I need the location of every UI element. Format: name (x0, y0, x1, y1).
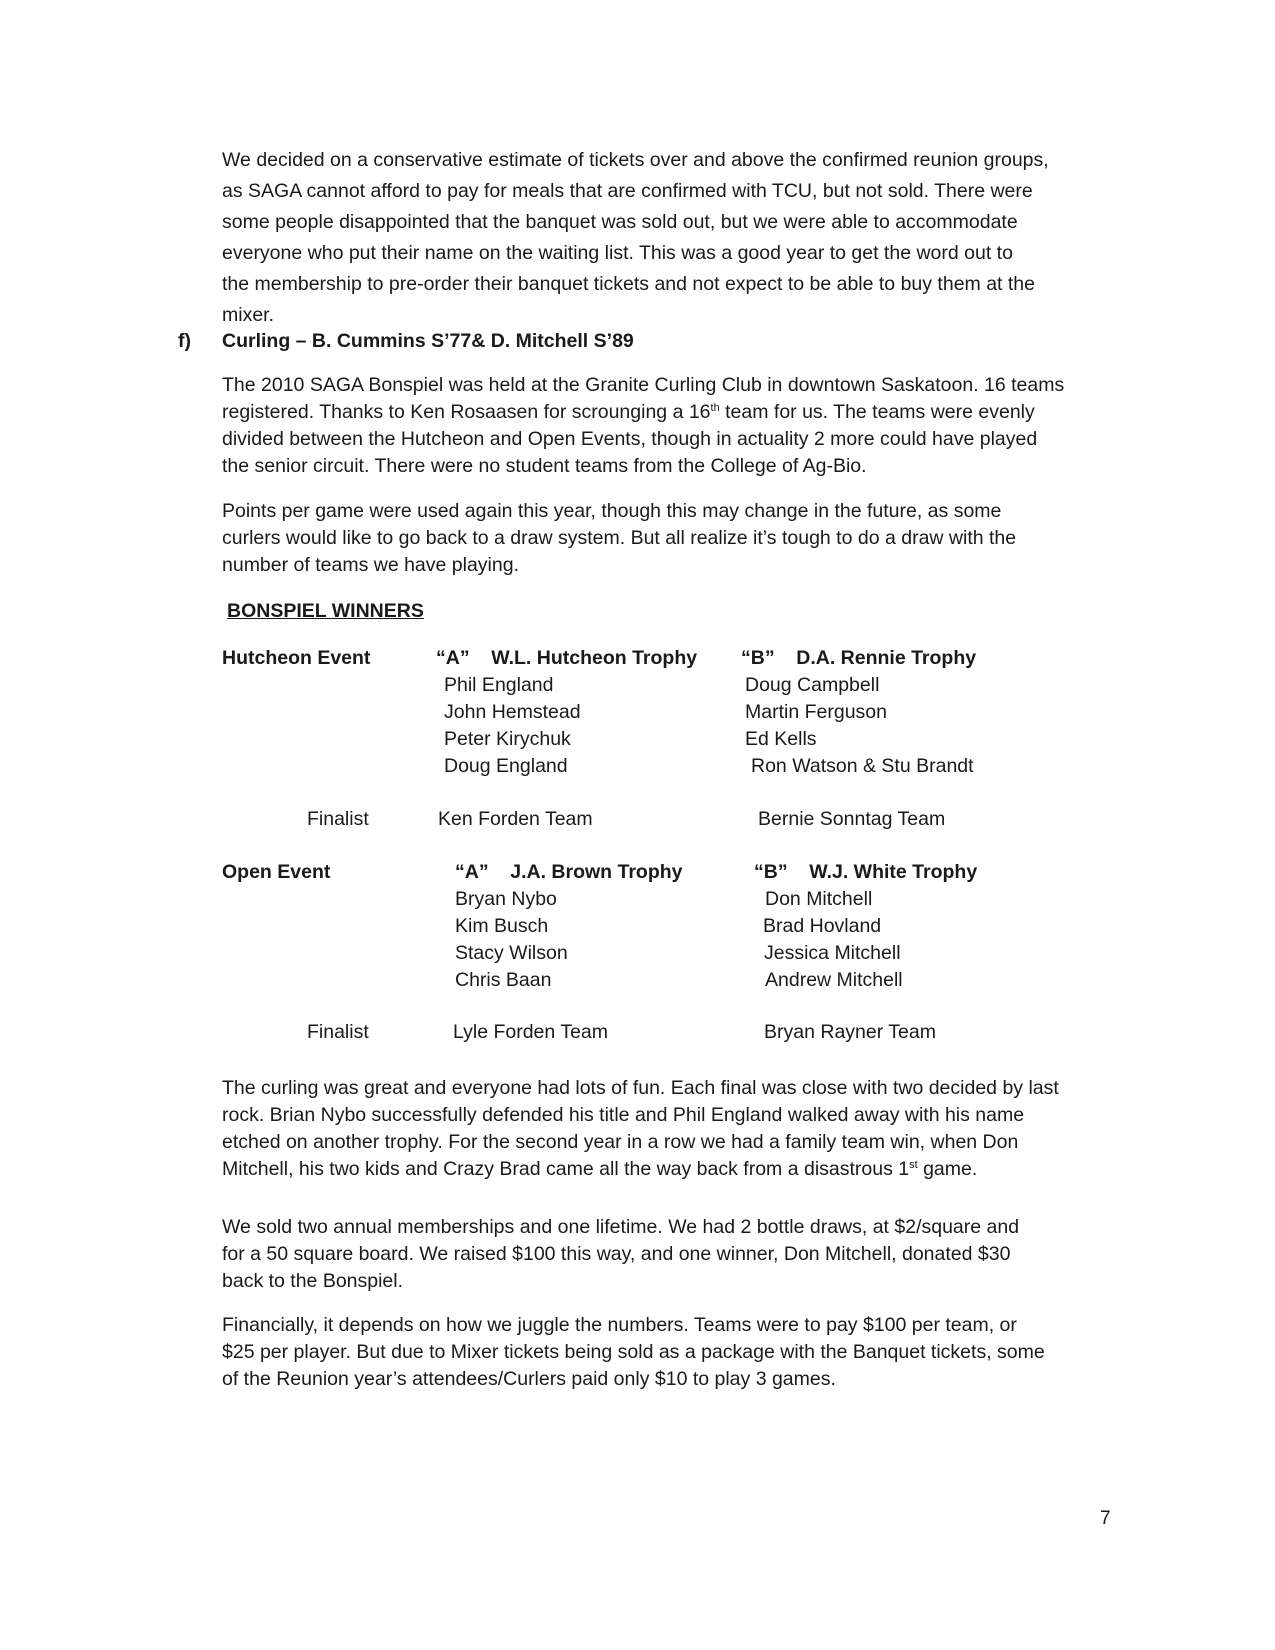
hutcheon-b-player: Ron Watson & Stu Brandt (751, 755, 974, 777)
points-paragraph (222, 498, 1122, 579)
text-line: Points per game were used again this year, though this may change in the future, as some (222, 500, 1002, 522)
hutcheon-a-player: Phil England (444, 674, 554, 696)
hutcheon-a-player: Peter Kirychuk (444, 728, 571, 750)
text-line (222, 1156, 1122, 1183)
text-line: We sold two annual memberships and one lifetime. We had 2 bottle draws, at $2/square and (222, 1216, 1020, 1238)
open-a-player: Stacy Wilson (455, 942, 568, 964)
hutcheon-a-trophy: “A” W.L. Hutcheon Trophy (436, 647, 698, 669)
hutcheon-b-player: Martin Ferguson (745, 701, 887, 723)
ordinal-suffix: st (909, 1159, 918, 1171)
open-b-trophy: “B” W.J. White Trophy (754, 861, 978, 883)
text-line: rock. Brian Nybo successfully defended his title and Phil England walked away with his name (222, 1104, 1025, 1126)
section-marker: f) (178, 330, 191, 352)
open-b-player: Brad Hovland (763, 915, 882, 937)
text-line: back to the Bonspiel. (222, 1270, 404, 1292)
text-line: some people disappointed that the banquet was sold out, but we were able to accommodate (222, 211, 1018, 233)
text-line: number of teams we have playing. (222, 554, 519, 576)
hutcheon-b-finalist: Bernie Sonntag Team (758, 808, 946, 830)
text-line (222, 399, 1122, 426)
open-b-player: Don Mitchell (765, 888, 873, 910)
financial-paragraph (222, 1312, 1122, 1393)
open-a-player: Bryan Nybo (455, 888, 557, 910)
memberships-paragraph (222, 1214, 1122, 1295)
text-line: etched on another trophy. For the second year in a row we had a family team win, when Don (222, 1131, 1019, 1153)
page-number: 7 (1100, 1508, 1111, 1529)
section-heading: Curling – B. Cummins S’77& D. Mitchell S’89 (222, 330, 634, 352)
text-span: Mitchell, his two kids and Crazy Brad came all the way back from a disastrous 1 (222, 1158, 910, 1180)
text-line: the senior circuit. There were no student teams from the College of Ag-Bio. (222, 455, 867, 477)
hutcheon-event-label: Hutcheon Event (222, 647, 371, 669)
curling-summary-paragraph (222, 1075, 1122, 1183)
open-finalist-label: Finalist (307, 1021, 369, 1043)
hutcheon-a-finalist: Ken Forden Team (438, 808, 593, 830)
text-line: divided between the Hutcheon and Open Events, though in actuality 2 more could have played (222, 428, 1038, 450)
text-line: for a 50 square board. We raised $100 this way, and one winner, Don Mitchell, donated $30 (222, 1243, 1011, 1265)
winners-heading: BONSPIEL WINNERS (227, 600, 424, 622)
open-a-player: Kim Busch (455, 915, 549, 937)
text-line: everyone who put their name on the waiting list. This was a good year to get the word out to (222, 242, 1013, 264)
hutcheon-b-player: Ed Kells (745, 728, 817, 750)
text-line: We decided on a conservative estimate of tickets over and above the confirmed reunion groups, (222, 149, 1049, 171)
hutcheon-finalist-label: Finalist (307, 808, 369, 830)
hutcheon-b-player: Doug Campbell (745, 674, 880, 696)
text-line: Financially, it depends on how we juggle the numbers. Teams were to pay $100 per team, or (222, 1314, 1017, 1336)
text-line: as SAGA cannot afford to pay for meals that are confirmed with TCU, but not sold. There were (222, 180, 1033, 202)
intro-paragraph (222, 145, 1122, 331)
open-b-player: Andrew Mitchell (765, 969, 903, 991)
open-event-label: Open Event (222, 861, 331, 883)
hutcheon-a-player: John Hemstead (444, 701, 581, 723)
text-line: The curling was great and everyone had lots of fun. Each final was close with two decided by last (222, 1077, 1059, 1099)
text-line: The 2010 SAGA Bonspiel was held at the Granite Curling Club in downtown Saskatoon. 16 teams (222, 374, 1065, 396)
text-line: the membership to pre-order their banquet tickets and not expect to be able to buy them at the (222, 273, 1035, 295)
text-line: $25 per player. But due to Mixer tickets being sold as a package with the Banquet tickets, some (222, 1341, 1045, 1363)
text-span: registered. Thanks to Ken Rosaasen for scrounging a 16 (222, 401, 711, 423)
text-line: curlers would like to go back to a draw system. But all realize it’s tough to do a draw with the (222, 527, 1017, 549)
hutcheon-a-player: Doug England (444, 755, 568, 777)
open-b-finalist: Bryan Rayner Team (764, 1021, 936, 1043)
text-span: team for us. The teams were evenly (719, 401, 1035, 423)
text-line: of the Reunion year’s attendees/Curlers paid only $10 to play 3 games. (222, 1368, 836, 1390)
text-line: mixer. (222, 304, 275, 326)
open-a-finalist: Lyle Forden Team (453, 1021, 609, 1043)
open-b-player: Jessica Mitchell (764, 942, 901, 964)
open-a-player: Chris Baan (455, 969, 552, 991)
ordinal-suffix: th (710, 402, 720, 414)
hutcheon-b-trophy: “B” D.A. Rennie Trophy (741, 647, 977, 669)
open-a-trophy: “A” J.A. Brown Trophy (455, 861, 683, 883)
text-span: game. (917, 1158, 978, 1180)
bonspiel-paragraph (222, 372, 1122, 480)
